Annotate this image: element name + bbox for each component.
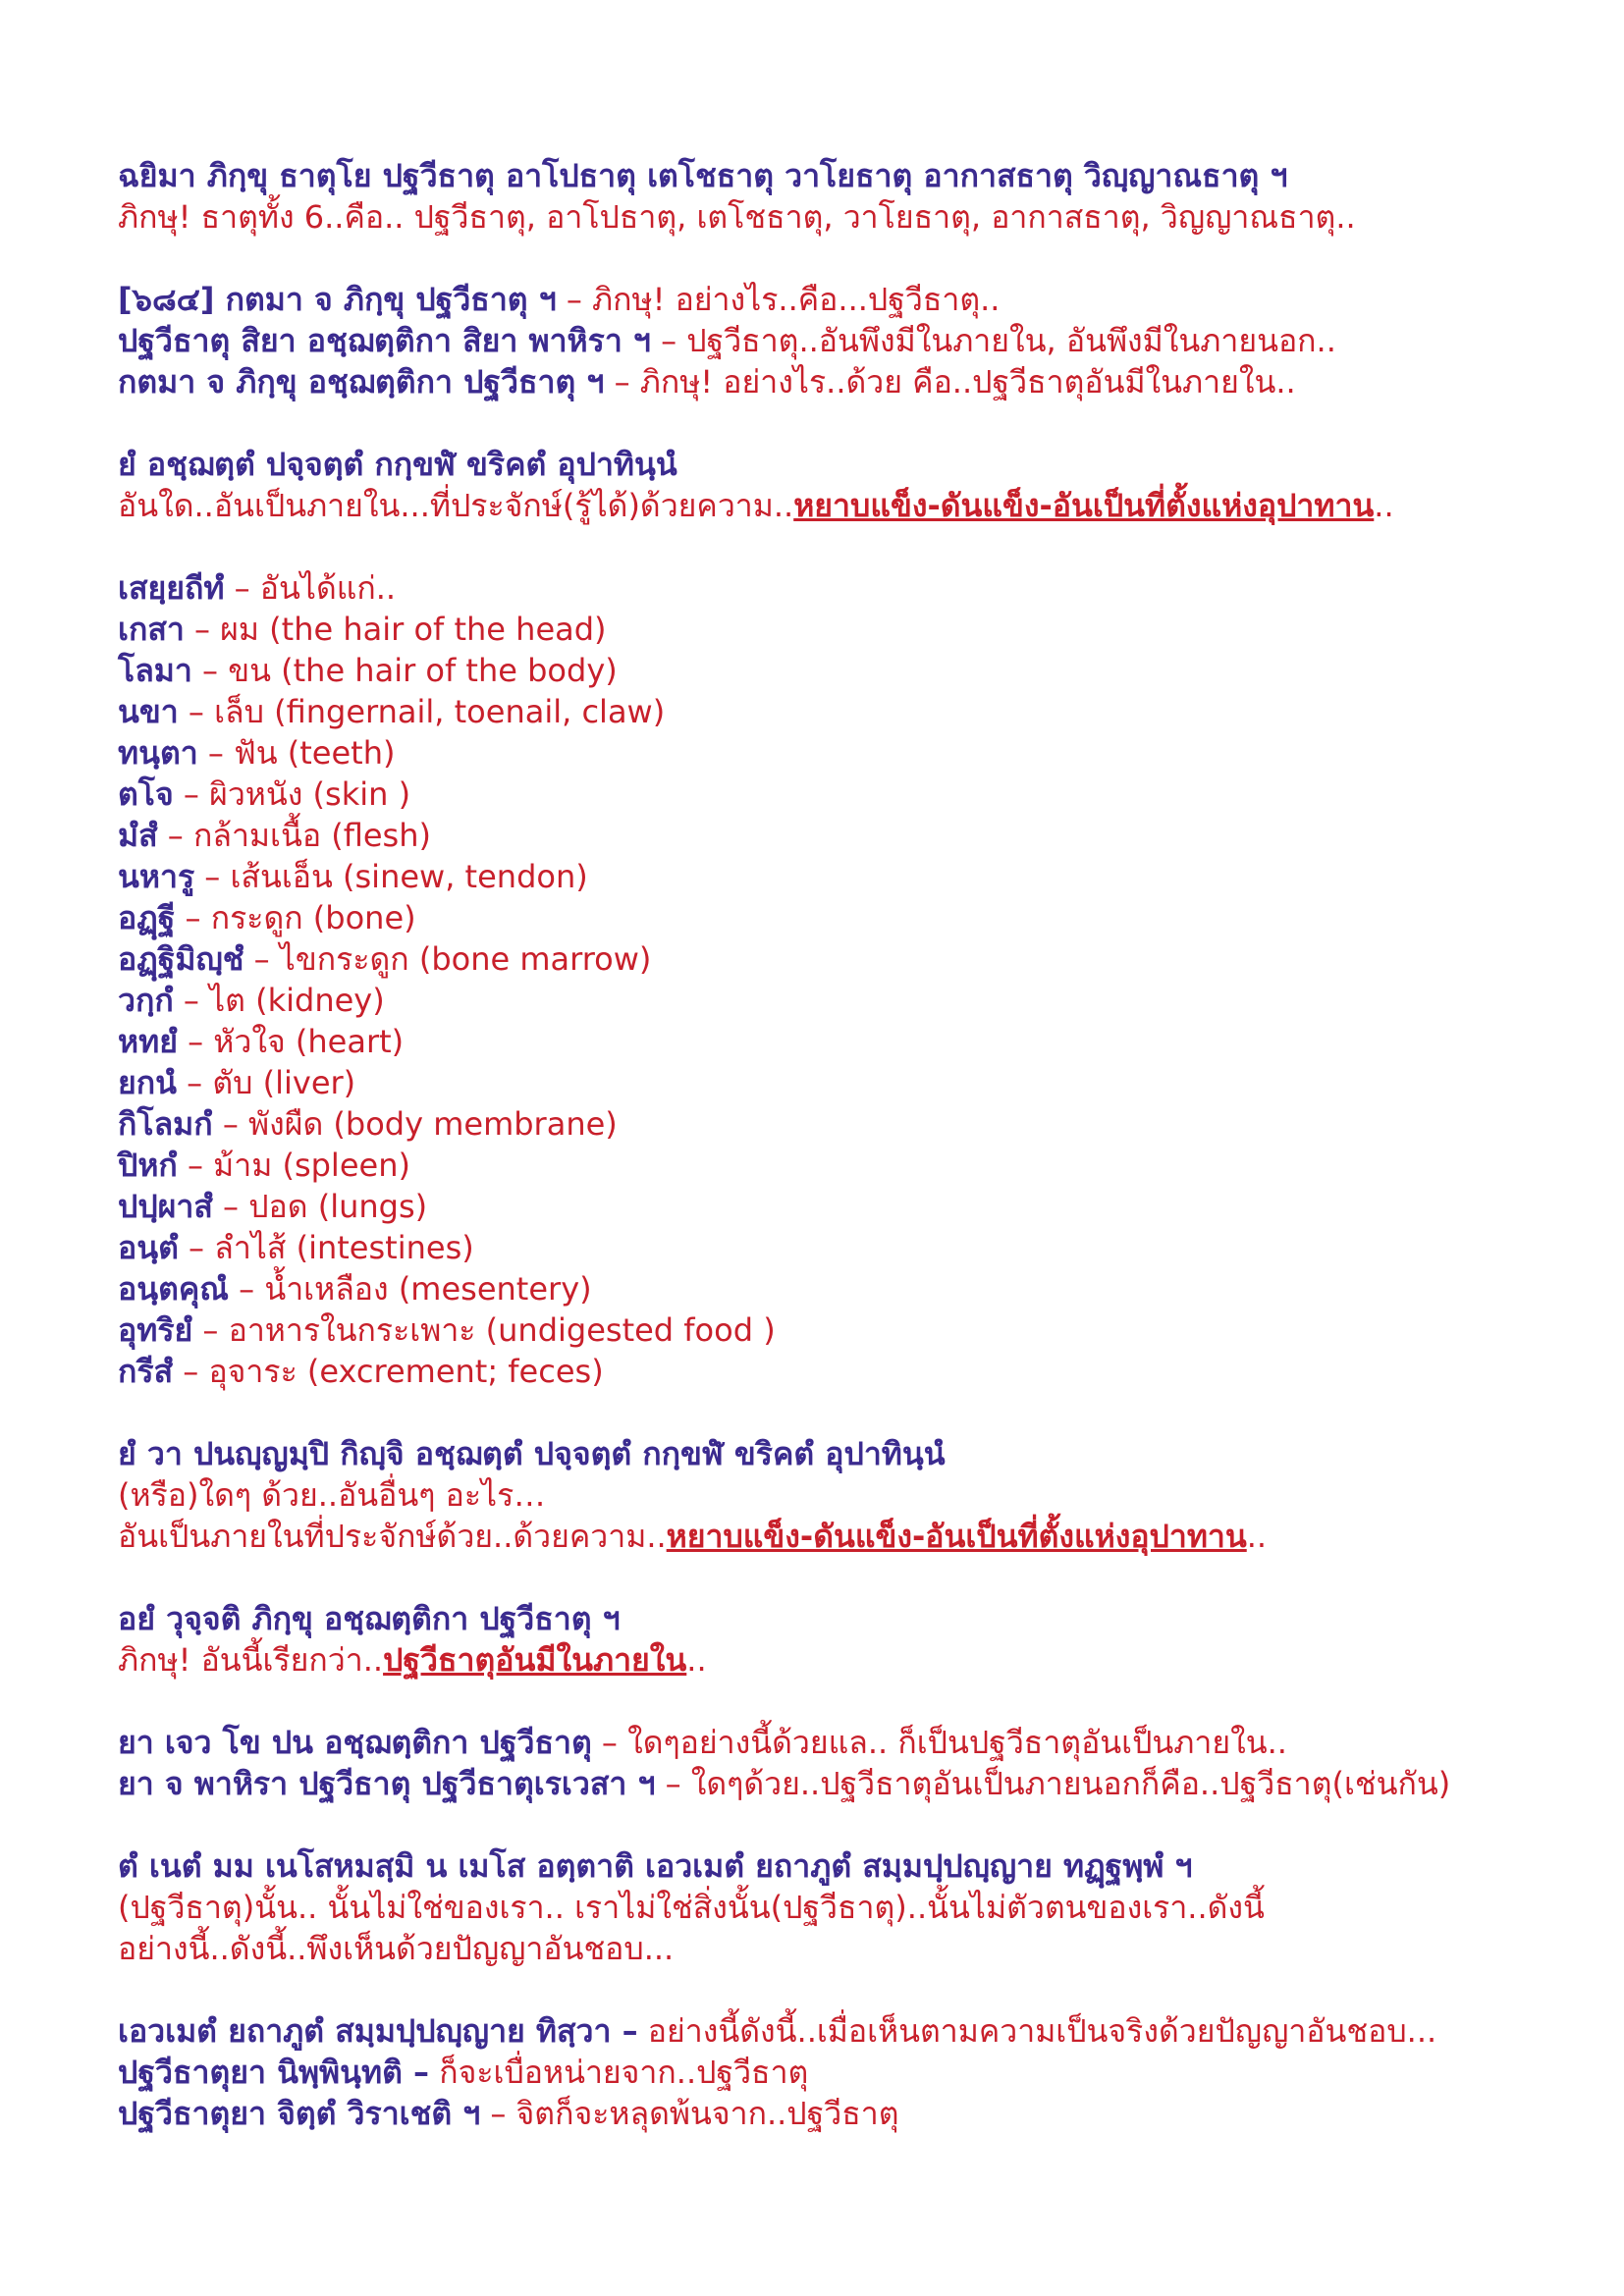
list-item bbox=[118, 567, 776, 609]
paragraph-1 bbox=[118, 155, 1356, 238]
thai-text: ภิกษุ! อันนี้เรียกว่า.. bbox=[118, 1641, 384, 1679]
thai-text: ก็จะเบื่อหน่ายจาก..ปฐวีธาตุ bbox=[429, 2054, 809, 2091]
thai-text: .. bbox=[1246, 1518, 1268, 1555]
list-item bbox=[118, 980, 776, 1021]
mixed-line bbox=[118, 279, 1336, 320]
thai-definition: – ผม (the hair of the head) bbox=[184, 611, 607, 648]
pali-term: ปิหกํ bbox=[118, 1147, 178, 1184]
pali-term: หทยํ bbox=[118, 1023, 178, 1060]
thai-definition: – กล้ามเนื้อ (flesh) bbox=[157, 817, 431, 854]
pali-text: ยา จ พาหิรา ปฐวีธาตุ ปฐวีธาตุเรเวสา ฯ bbox=[118, 1765, 656, 1802]
pali-term: นขา bbox=[118, 693, 179, 730]
thai-line: (ปฐวีธาตุ)นั้น.. นั้นไม่ใช่ของเรา.. เราไม่ใช่สิ่งนั้น(ปฐวีธาตุ)..นั้นไม่ตัวตนของเรา..ดังนี้ bbox=[118, 1889, 1265, 1926]
thai-text: – ภิกษุ! อย่างไร..ด้วย คือ..ปฐวีธาตุอันมีในภายใน.. bbox=[604, 363, 1296, 400]
underlined-emphasis: ปฐวีธาตุอันมีในภายใน bbox=[383, 1641, 687, 1679]
paragraph-6 bbox=[118, 1722, 1450, 1804]
pali-text: ยา เจว โข ปน อชฺฌตฺติกา ปฐวีธาตุ bbox=[118, 1724, 592, 1761]
thai-definition: – ไขกระดูก (bone marrow) bbox=[244, 940, 652, 978]
thai-text: .. bbox=[686, 1641, 707, 1679]
mixed-line bbox=[118, 2093, 1436, 2134]
pali-text: [๖๘๔] กตมา จ ภิกฺขุ ปฐวีธาตุ ฯ bbox=[118, 281, 557, 318]
thai-text: – ปฐวีธาตุ..อันพึงมีในภายใน, อันพึงมีในภายนอก.. bbox=[650, 322, 1336, 359]
thai-definition: – ปอด (lungs) bbox=[212, 1188, 428, 1225]
mixed-line bbox=[118, 1722, 1450, 1763]
list-item bbox=[118, 1103, 776, 1145]
pali-term: ตโจ bbox=[118, 775, 174, 813]
thai-text: – ใดๆอย่างนี้ด้วยแล.. ก็เป็นปฐวีธาตุอันเป็นภายใน.. bbox=[591, 1724, 1287, 1761]
thai-definition: – เส้นเอ็น (sinew, tendon) bbox=[194, 858, 588, 895]
thai-line: ภิกษุ! ธาตุทั้ง 6..คือ.. ปฐวีธาตุ, อาโปธาตุ, เตโชธาตุ, วาโยธาตุ, อากาสธาตุ, วิญญาณธาตุ.. bbox=[118, 198, 1356, 236]
list-item bbox=[118, 1309, 776, 1351]
pali-term: โลมา bbox=[118, 652, 192, 689]
thai-text: – จิตก็จะหลุดพ้นจาก..ปฐวีธาตุ bbox=[480, 2095, 899, 2132]
mixed-line bbox=[118, 1516, 1267, 1557]
pali-text: ปฐวีธาตุ สิยา อชฺฌตฺติกา สิยา พาหิรา ฯ bbox=[118, 322, 651, 359]
paragraph-7 bbox=[118, 1845, 1265, 1969]
mixed-line bbox=[118, 1639, 707, 1681]
pali-term: วกฺกํ bbox=[118, 982, 174, 1019]
thai-definition: – ฟัน (teeth) bbox=[197, 734, 396, 772]
pali-text: ปฐวีธาตุยา จิตฺตํ วิราเชติ ฯ bbox=[118, 2095, 481, 2132]
mixed-line bbox=[118, 1763, 1450, 1804]
pali-term: กิโลมกํ bbox=[118, 1105, 213, 1143]
thai-definition: – น้ำเหลือง (mesentery) bbox=[228, 1270, 592, 1308]
paragraph-8 bbox=[118, 2010, 1436, 2134]
paragraph-4 bbox=[118, 1433, 1267, 1557]
thai-definition: – อุจาระ (excrement; feces) bbox=[173, 1353, 604, 1390]
thai-line: อย่างนี้..ดังนี้..พึงเห็นด้วยปัญญาอันชอบ... bbox=[118, 1930, 675, 1967]
pali-term: เสยฺยถีทํ bbox=[118, 569, 225, 607]
body-parts-list bbox=[118, 567, 776, 1392]
pali-term: มํสํ bbox=[118, 817, 158, 854]
list-item bbox=[118, 691, 776, 732]
paragraph-3 bbox=[118, 444, 1394, 526]
list-item bbox=[118, 609, 776, 650]
thai-definition: – ลำไส้ (intestines) bbox=[178, 1229, 474, 1266]
thai-text: .. bbox=[1374, 487, 1394, 524]
list-item bbox=[118, 815, 776, 856]
list-item bbox=[118, 1021, 776, 1062]
list-item bbox=[118, 1186, 776, 1227]
list-item bbox=[118, 774, 776, 815]
pali-text: กตมา จ ภิกฺขุ อชฺฌตฺติกา ปฐวีธาตุ ฯ bbox=[118, 363, 605, 400]
mixed-line bbox=[118, 361, 1336, 402]
list-item bbox=[118, 897, 776, 938]
pali-term: ยกนํ bbox=[118, 1064, 177, 1101]
pali-text: เอวเมตํ ยถาภูตํ สมฺมปฺปญฺญาย ทิสฺวา – bbox=[118, 2012, 638, 2050]
pali-term: กรีสํ bbox=[118, 1353, 174, 1390]
pali-line: ตํ เนตํ มม เนโสหมสฺมิ น เมโส อตฺตาติ เอวเมตํ ยถาภูตํ สมฺมปฺปญฺญาย ทฏฺฐพฺพํ ฯ bbox=[118, 1847, 1193, 1885]
list-item bbox=[118, 732, 776, 774]
thai-definition: – ม้าม (spleen) bbox=[177, 1147, 410, 1184]
underlined-emphasis: หยาบแข็ง-ดันแข็ง-อันเป็นที่ตั้งแห่งอุปาทาน bbox=[793, 487, 1375, 524]
thai-definition: – เล็บ (fingernail, toenail, claw) bbox=[178, 693, 666, 730]
pali-line: ฉยิมา ภิกฺขุ ธาตุโย ปฐวีธาตุ อาโปธาตุ เตโชธาตุ วาโยธาตุ อากาสธาตุ วิญฺญาณธาตุ ฯ bbox=[118, 157, 1288, 194]
paragraph-5 bbox=[118, 1598, 707, 1681]
mixed-line bbox=[118, 320, 1336, 361]
thai-definition: – ตับ (liver) bbox=[177, 1064, 356, 1101]
thai-text: – ใดๆด้วย..ปฐวีธาตุอันเป็นภายนอกก็คือ..ปฐวีธาตุ(เช่นกัน) bbox=[655, 1765, 1451, 1802]
thai-definition: – กระดูก (bone) bbox=[175, 899, 416, 936]
pali-term: อนฺตคุณํ bbox=[118, 1270, 229, 1308]
mixed-line bbox=[118, 485, 1394, 526]
mixed-line bbox=[118, 2052, 1436, 2093]
pali-line: ยํ วา ปนญฺญมฺปิ กิญฺจิ อชฺฌตฺตํ ปจฺจตฺตํ กกฺขฬํ ขริคตํ อุปาทินฺนํ bbox=[118, 1435, 946, 1472]
pali-term: อฏฺฐิมิญฺชํ bbox=[118, 940, 244, 978]
thai-definition: – หัวใจ (heart) bbox=[177, 1023, 405, 1060]
thai-text: – ภิกษุ! อย่างไร..คือ...ปฐวีธาตุ.. bbox=[556, 281, 1001, 318]
thai-definition: – พังผืด (body membrane) bbox=[212, 1105, 618, 1143]
thai-text: อันเป็นภายในที่ประจักษ์ด้วย..ด้วยความ.. bbox=[118, 1518, 667, 1555]
list-item bbox=[118, 856, 776, 897]
thai-text: อย่างนี้ดังนี้..เมื่อเห็นตามความเป็นจริงด้วยปัญญาอันชอบ... bbox=[637, 2012, 1437, 2050]
list-item bbox=[118, 1227, 776, 1268]
pali-text: ปฐวีธาตุยา นิพฺพินฺทติ – bbox=[118, 2054, 430, 2091]
pali-line: อยํ วุจฺจติ ภิกฺขุ อชฺฌตฺติกา ปฐวีธาตุ ฯ bbox=[118, 1600, 621, 1637]
pali-term: นหารู bbox=[118, 858, 195, 895]
list-item bbox=[118, 1062, 776, 1103]
pali-term: อฏฺฐี bbox=[118, 899, 176, 936]
pali-term: ปปฺผาสํ bbox=[118, 1188, 213, 1225]
thai-definition: – ผิวหนัง (skin ) bbox=[173, 775, 411, 813]
thai-text: อันใด..อันเป็นภายใน...ที่ประจักษ์(รู้ได้)ด้วยความ.. bbox=[118, 487, 794, 524]
list-item bbox=[118, 938, 776, 980]
pali-term: อุทริยํ bbox=[118, 1311, 193, 1349]
thai-definition: – ขน (the hair of the body) bbox=[191, 652, 618, 689]
thai-definition: – ไต (kidney) bbox=[173, 982, 385, 1019]
mixed-line bbox=[118, 2010, 1436, 2052]
list-item bbox=[118, 650, 776, 691]
thai-definition: – อาหารในกระเพาะ (undigested food ) bbox=[192, 1311, 776, 1349]
thai-line: (หรือ)ใดๆ ด้วย..อันอื่นๆ อะไร… bbox=[118, 1476, 546, 1514]
list-item bbox=[118, 1268, 776, 1309]
pali-term: ทนฺตา bbox=[118, 734, 198, 772]
thai-definition: – อันได้แก่.. bbox=[224, 569, 397, 607]
pali-term: เกสา bbox=[118, 611, 185, 648]
pali-line: ยํ อชฺฌตฺตํ ปจฺจตฺตํ กกฺขฬํ ขริคตํ อุปาทินฺนํ bbox=[118, 446, 677, 483]
underlined-emphasis: หยาบแข็ง-ดันแข็ง-อันเป็นที่ตั้งแห่งอุปาทาน bbox=[666, 1518, 1247, 1555]
paragraph-2 bbox=[118, 279, 1336, 402]
pali-term: อนฺตํ bbox=[118, 1229, 179, 1266]
list-item bbox=[118, 1351, 776, 1392]
list-item bbox=[118, 1145, 776, 1186]
